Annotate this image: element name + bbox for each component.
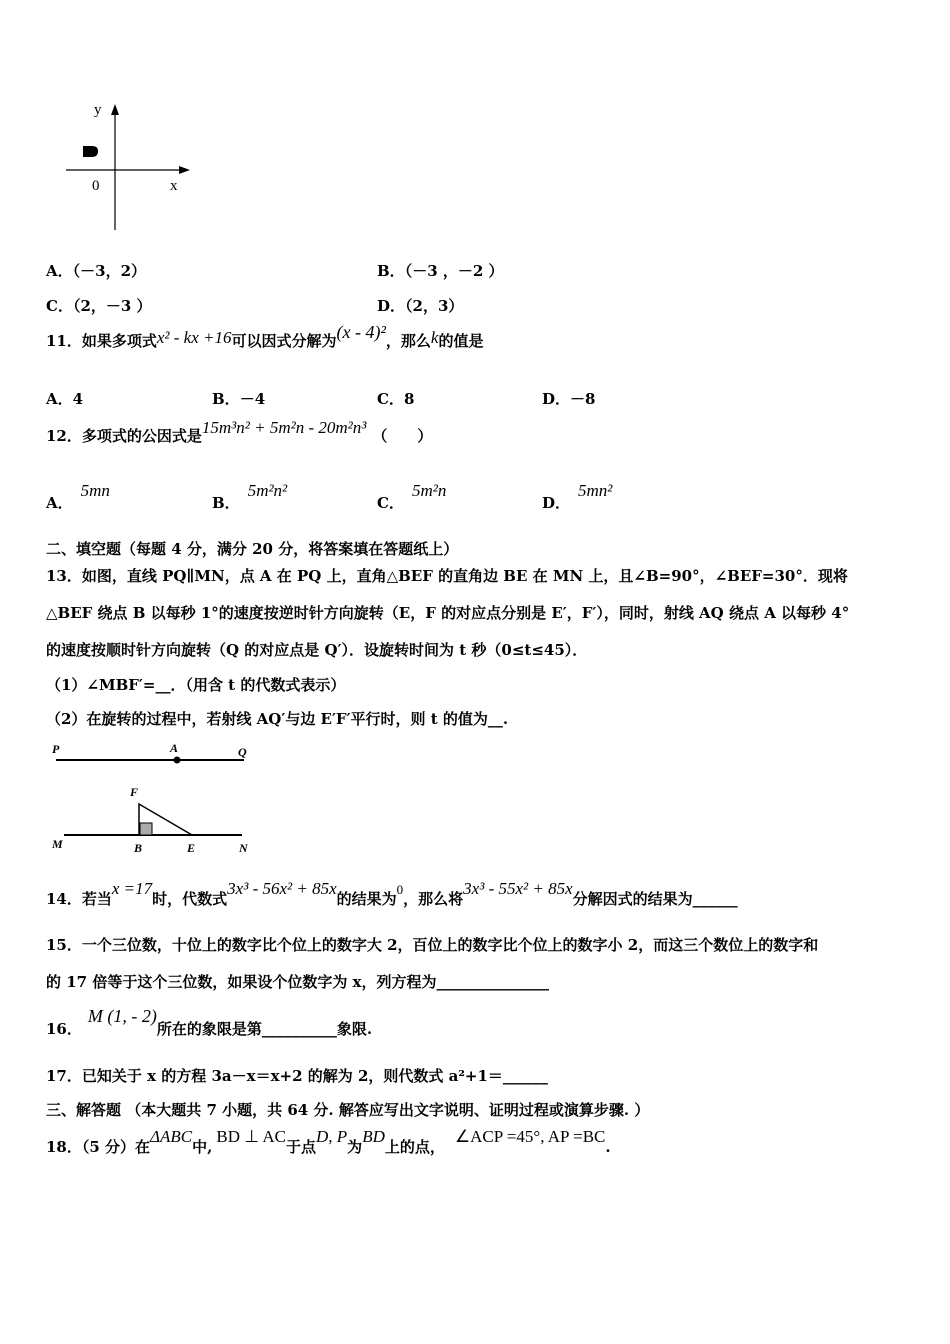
- label-q: Q: [238, 745, 247, 759]
- point-marker: [83, 146, 98, 157]
- q17-stem: 17．已知关于 x 的方程 3a－x＝x+2 的解为 2，则代数式 a²+1＝______: [46, 1067, 548, 1085]
- q13-line-2: △BEF 绕点 B 以每秒 1°的速度按逆时针方向旋转（E，F 的对应点分别是 E′，F′），同时，射线 AQ 绕点 A 以每秒 4°: [46, 604, 850, 622]
- section-3-heading: 三、解答题 （本大题共 7 小题，共 64 分. 解答应写出文字说明、证明过程或演算步骤. ）: [46, 1101, 650, 1119]
- q13-sub-1: （1）∠MBF′=__．（用含 t 的代数式表示）: [46, 676, 346, 694]
- q15-line-1: 15．一个三位数，十位上的数字比个位上的数字大 2，百位上的数字比个位上的数字小 2，而这三个数位上的数字和: [46, 936, 819, 954]
- right-angle-mark: [140, 823, 152, 835]
- q10-option-c: C．（2，－3 ）: [46, 297, 152, 315]
- q15-line-2: 的 17 倍等于这个三位数，如果设个位数字为 x，列方程为_______________: [46, 973, 549, 991]
- q12-stem: 12．多项式的公因式是15m³n² + 5m²n - 20m²n³ （ ）: [46, 418, 433, 445]
- q12-option-d: D．5mn²: [542, 481, 613, 512]
- q11-option-d: D．－8: [542, 390, 596, 408]
- q11-option-c: C．8: [377, 390, 415, 408]
- label-p: P: [52, 742, 60, 756]
- q10-option-b: B．（－3 ，－2 ）: [377, 262, 504, 280]
- label-b: B: [134, 841, 143, 855]
- x-axis-arrow: [179, 166, 190, 174]
- graph-x-label: x: [170, 178, 178, 194]
- q13-figure: [46, 738, 266, 858]
- graph-y-label: y: [94, 102, 102, 118]
- q12-option-c: C．5m²n: [377, 481, 447, 512]
- label-f: F: [130, 785, 139, 799]
- q13-sub-2: （2）在旋转的过程中，若射线 AQ′与边 E′F′平行时，则 t 的值为__.: [46, 710, 509, 728]
- q14-stem: 14．若当x =17时，代数式3x³ - 56x² + 85x的结果为0，那么将3x³ - 55x² + 85x分解因式的结果为______: [46, 879, 738, 908]
- q12-option-a: A．5mn: [46, 481, 110, 512]
- q16-stem: 16．M (1, - 2)所在的象限是第__________象限.: [46, 1006, 373, 1038]
- label-n: N: [239, 841, 248, 855]
- section-2-heading: 二、填空题（每题 4 分，满分 20 分，将答案填在答题纸上）: [46, 540, 459, 558]
- point-a: [174, 757, 181, 764]
- q11-option-a: A．4: [46, 390, 84, 408]
- label-a: A: [170, 741, 179, 755]
- y-axis-arrow: [111, 104, 119, 115]
- q10-option-a: A．（－3，2）: [46, 262, 147, 280]
- coordinate-graph: [58, 98, 198, 238]
- q10-option-d: D．（2，3）: [377, 297, 464, 315]
- q11-stem: 11．如果多项式x² - kx +16可以因式分解为(x - 4)²，那么k的值是: [46, 322, 484, 350]
- q13-line-1: 13．如图，直线 PQ∥MN，点 A 在 PQ 上，直角△BEF 的直角边 BE 在 MN 上，且∠B=90°，∠BEF=30°．现将: [46, 567, 848, 585]
- q18-stem: 18．（5 分）在ΔABC中,BD ⊥ AC于点D, P为BD上的点，∠ACP =45°, AP =BC.: [46, 1127, 611, 1156]
- label-e: E: [187, 841, 196, 855]
- q12-option-b: B．5m²n²: [212, 481, 288, 512]
- q11-option-b: B．－4: [212, 390, 266, 408]
- q13-line-3: 的速度按顺时针方向旋转（Q 的对应点是 Q′）．设旋转时间为 t 秒（0≤t≤45）．: [46, 641, 588, 659]
- graph-origin-label: 0: [92, 178, 100, 194]
- label-m: M: [52, 837, 63, 851]
